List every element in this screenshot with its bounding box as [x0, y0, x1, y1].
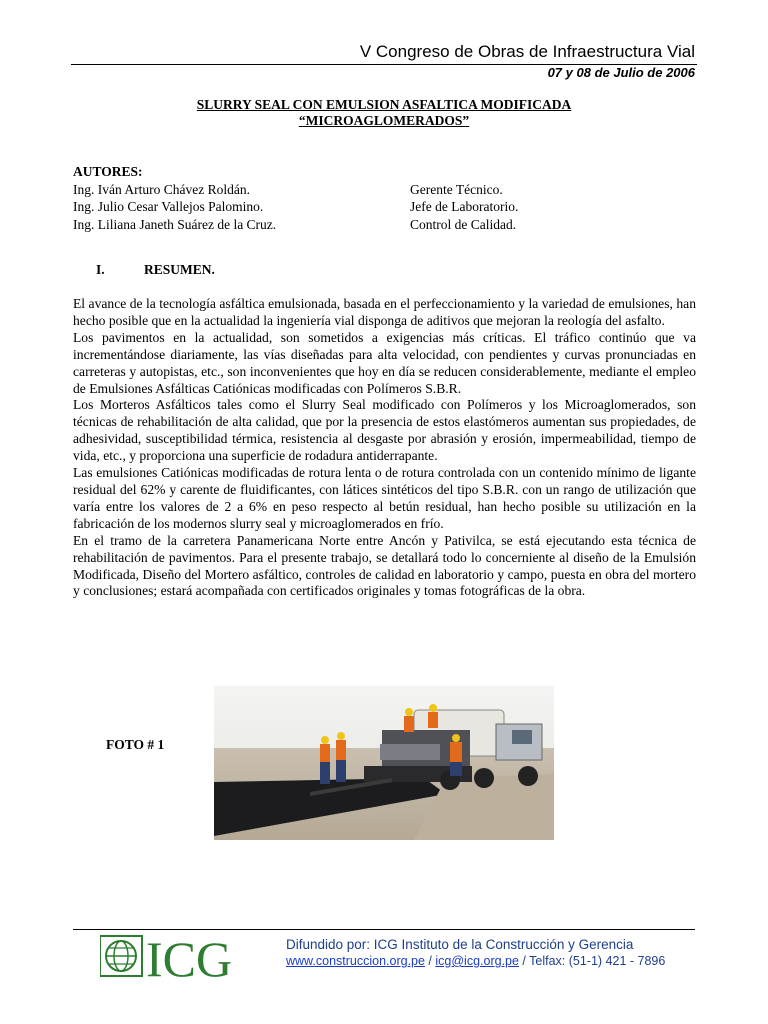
- author-role: Gerente Técnico.: [410, 181, 503, 197]
- author-role: Control de Calidad.: [410, 216, 517, 232]
- paragraph: Los Morteros Asfálticos tales como el Slurry Seal modificado con Polímeros y los Microaglomerados, son técnicas de rehabilitación de alta calidad, que por la presencia de estos elastómeros aumentan sus propiedades, de adhesividad, susceptibilidad térmica, resistencia al desgaste por abrasión y erosión, impermeabilidad, tiempo de vida, etc., y proporciona una superficie de rodadura antiderrapante.: [73, 397, 696, 464]
- website-link[interactable]: www.construccion.org.pe: [286, 954, 425, 968]
- author-name: Ing. Liliana Janeth Suárez de la Cruz.: [73, 216, 277, 232]
- paragraph: Las emulsiones Catiónicas modificadas de rotura lenta o de rotura controlada con un contenido mínimo de ligante residual del 62% y carente de fluidificantes, con látices sintéticos del tipo S.B.R. con un rango de utilización que varía entre los valores de 2 a 6% en peso respecto al betún residual, han hecho posible su utilización en la fabricación de los modernos slurry seal y microaglomerados en frío.: [73, 465, 696, 531]
- icg-logo: [100, 932, 252, 978]
- author-row: [73, 216, 693, 234]
- authors-block: [73, 163, 693, 233]
- document-title-line1: SLURRY SEAL CON EMULSION ASFALTICA MODIFICADA: [196, 97, 572, 112]
- author-name: Ing. Julio Cesar Vallejos Palomino.: [73, 199, 264, 214]
- paragraph: Los pavimentos en la actualidad, son sometidos a exigencias más críticas. El tráfico continúo que va incrementándose diariamente, las vías diseñadas para alta velocidad, con pendientes y curvas pronunciadas en carreteras y autopistas, etc., son inconvenientes que hoy en día se reducen considerablemente, mediante el empleo de Emulsiones Asfálticas Catiónicas modificadas con Polímeros S.B.R.: [73, 329, 696, 396]
- paragraph: En el tramo de la carretera Panamericana Norte entre Ancón y Pativilca, se está ejecutando esta técnica de rehabilitación de pavimentos. Para el presente trabajo, se detallará todo lo concerniente al diseño de la Emulsión Modificada, Diseño del Mortero asfáltico, controles de calidad en laboratorio y campo, puesta en obra del mortero y conclusiones; estará acompañada con certificados originales y tomas fotográficas de la obra.: [73, 532, 696, 599]
- authors-label: AUTORES:: [73, 164, 143, 179]
- author-row: [73, 198, 693, 216]
- footer-distributor: Difundido por: ICG Instituto de la Construcción y Gerencia: [286, 937, 634, 952]
- section-heading: [96, 262, 215, 278]
- document-title-line2: “MICROAGLOMERADOS”: [298, 113, 470, 128]
- logo-text: ICG: [146, 932, 233, 978]
- conference-title: V Congreso de Obras de Infraestructura Vial: [359, 42, 695, 61]
- footer-divider: [73, 929, 695, 930]
- section-number: I.: [96, 262, 105, 277]
- figure-label: FOTO # 1: [106, 737, 165, 752]
- abstract-body: [73, 296, 696, 600]
- author-role: Jefe de Laboratorio.: [410, 199, 519, 214]
- email-link[interactable]: icg@icg.org.pe: [435, 954, 519, 968]
- footer-separator: /: [424, 954, 436, 968]
- footer-phone: / Telfax: (51-1) 421 - 7896: [518, 954, 666, 968]
- document-title: [0, 97, 768, 129]
- author-row: [73, 181, 693, 199]
- paragraph: El avance de la tecnología asfáltica emulsionada, basada en el perfeccionamiento y la variedad de emulsiones, han hecho posible que en la actualidad la ingeniería vial disponga de aditivos que mejoran la reología del asfalto.: [73, 296, 696, 328]
- author-name: Ing. Iván Arturo Chávez Roldán.: [73, 181, 250, 197]
- footer-contact: [286, 954, 665, 968]
- conference-date: 07 y 08 de Julio de 2006: [547, 65, 695, 80]
- section-title: RESUMEN.: [144, 262, 215, 277]
- road-paving-photo: [214, 686, 554, 840]
